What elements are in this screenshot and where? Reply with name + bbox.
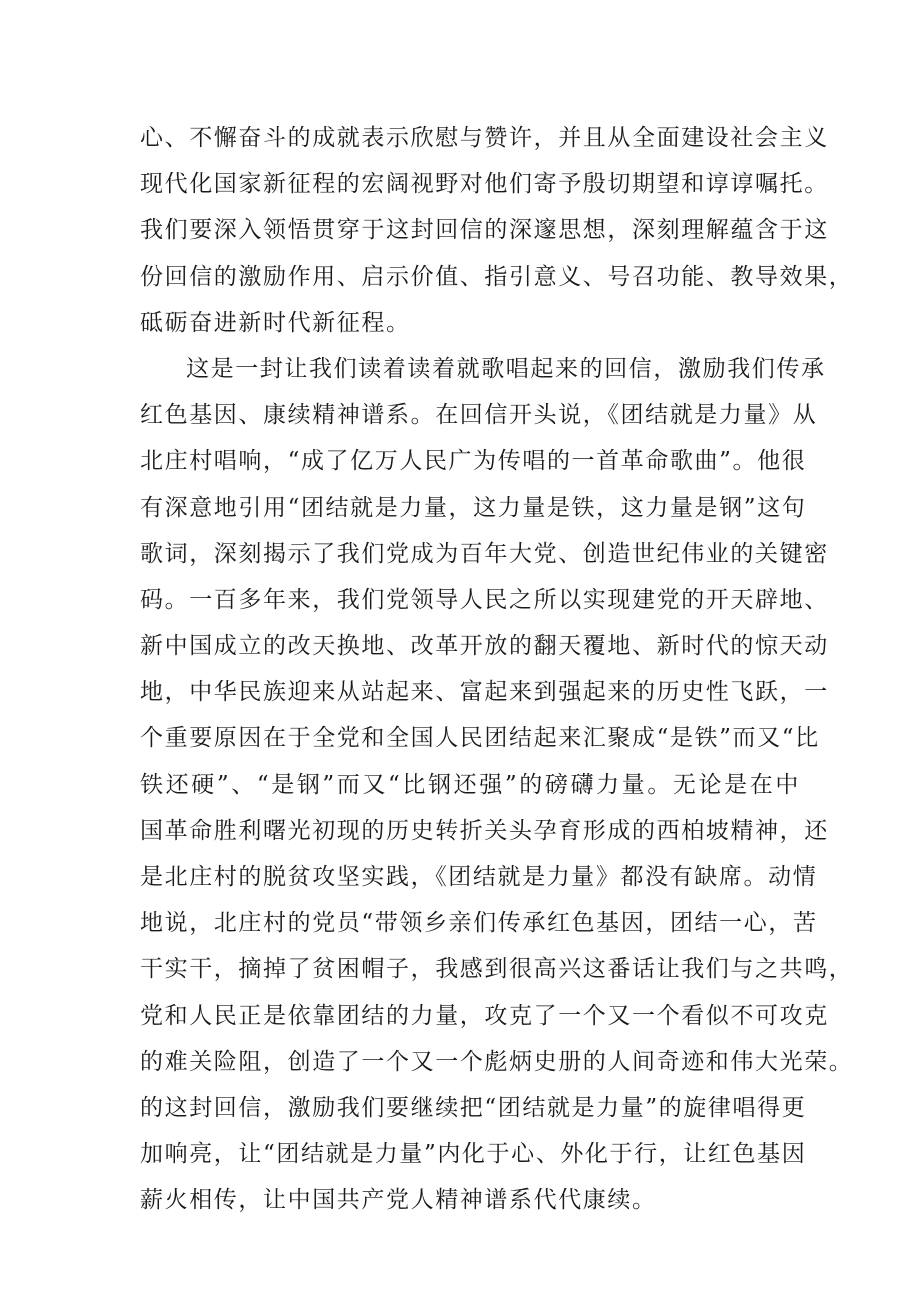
text-line: 新中国成立的改天换地、改革开放的翻天覆地、新时代的惊天动 <box>140 633 829 660</box>
text-line: 北庄村唱响，“成了亿万人民广为传唱的一首革命歌曲”。他很 <box>140 448 807 475</box>
text-line: 歌词，深刻揭示了我们党成为百年大党、创造世纪伟业的关键密 <box>140 540 829 567</box>
text-line: 我们要深入领悟贯穿于这封回信的深邃思想，深刻理解蕴含于这 <box>140 217 829 244</box>
text-line: 码。一百多年来，我们党领导人民之所以实现建党的开天辟地、 <box>140 586 829 613</box>
text-line: 薪火相传，让中国共产党人精神谱系代代康续。 <box>140 1187 657 1214</box>
text-line: 加响亮，让“团结就是力量”内化于心、外化于行，让红色基因 <box>140 1141 807 1168</box>
text-line: 党和人民正是依靠团结的力量，攻克了一个又一个看似不可攻克 <box>140 1002 829 1029</box>
text-line: 的这封回信，激励我们要继续把“团结就是力量”的旋律唱得更 <box>140 1094 807 1121</box>
text-line: 地，中华民族迎来从站起来、富起来到强起来的历史性飞跃，一 <box>140 679 829 706</box>
text-line: 心、不懈奋斗的成就表示欣慰与赞许，并且从全面建设社会主义 <box>140 125 829 151</box>
text-line: 个重要原因在于全党和全国人民团结起来汇聚成“是铁”而又“比 <box>140 725 820 752</box>
body-text <box>140 115 854 1224</box>
text-line: 砥砺奋进新时代新征程。 <box>140 309 411 336</box>
text-line: 份回信的激励作用、启示价值、指引意义、号召功能、教导效果， <box>140 263 854 290</box>
text-line: 现代化国家新征程的宏阔视野对他们寄予殷切期望和谆谆嘱托。 <box>140 171 829 198</box>
text-line: 干实干，摘掉了贫困帽子，我感到很高兴这番话让我们与之共鸣， <box>140 956 854 983</box>
text-line: 是北庄村的脱贫攻坚实践，《团结就是力量》都没有缺席。动情 <box>140 864 818 890</box>
text-line: 国革命胜利曙光初现的历史转折关头孕育形成的西柏坡精神，还 <box>140 817 829 844</box>
text-line: 铁还硬”、“是钢”而又“比钢还强”的磅礴力量。无论是在中 <box>140 771 800 798</box>
text-line: 有深意地引用“团结就是力量，这力量是铁，这力量是钢”这句 <box>140 494 807 521</box>
text-line: 这是一封让我们读着读着就歌唱起来的回信，激励我们传承 <box>186 355 826 382</box>
text-line: 的难关险阻，创造了一个又一个彪炳史册的人间奇迹和伟大光荣。 <box>140 1048 854 1075</box>
text-line: 地说，北庄村的党员“带领乡亲们传承红色基因，团结一心，苦 <box>140 910 818 937</box>
text-line: 红色基因、康续精神谱系。在回信开头说，《团结就是力量》从 <box>140 402 818 429</box>
